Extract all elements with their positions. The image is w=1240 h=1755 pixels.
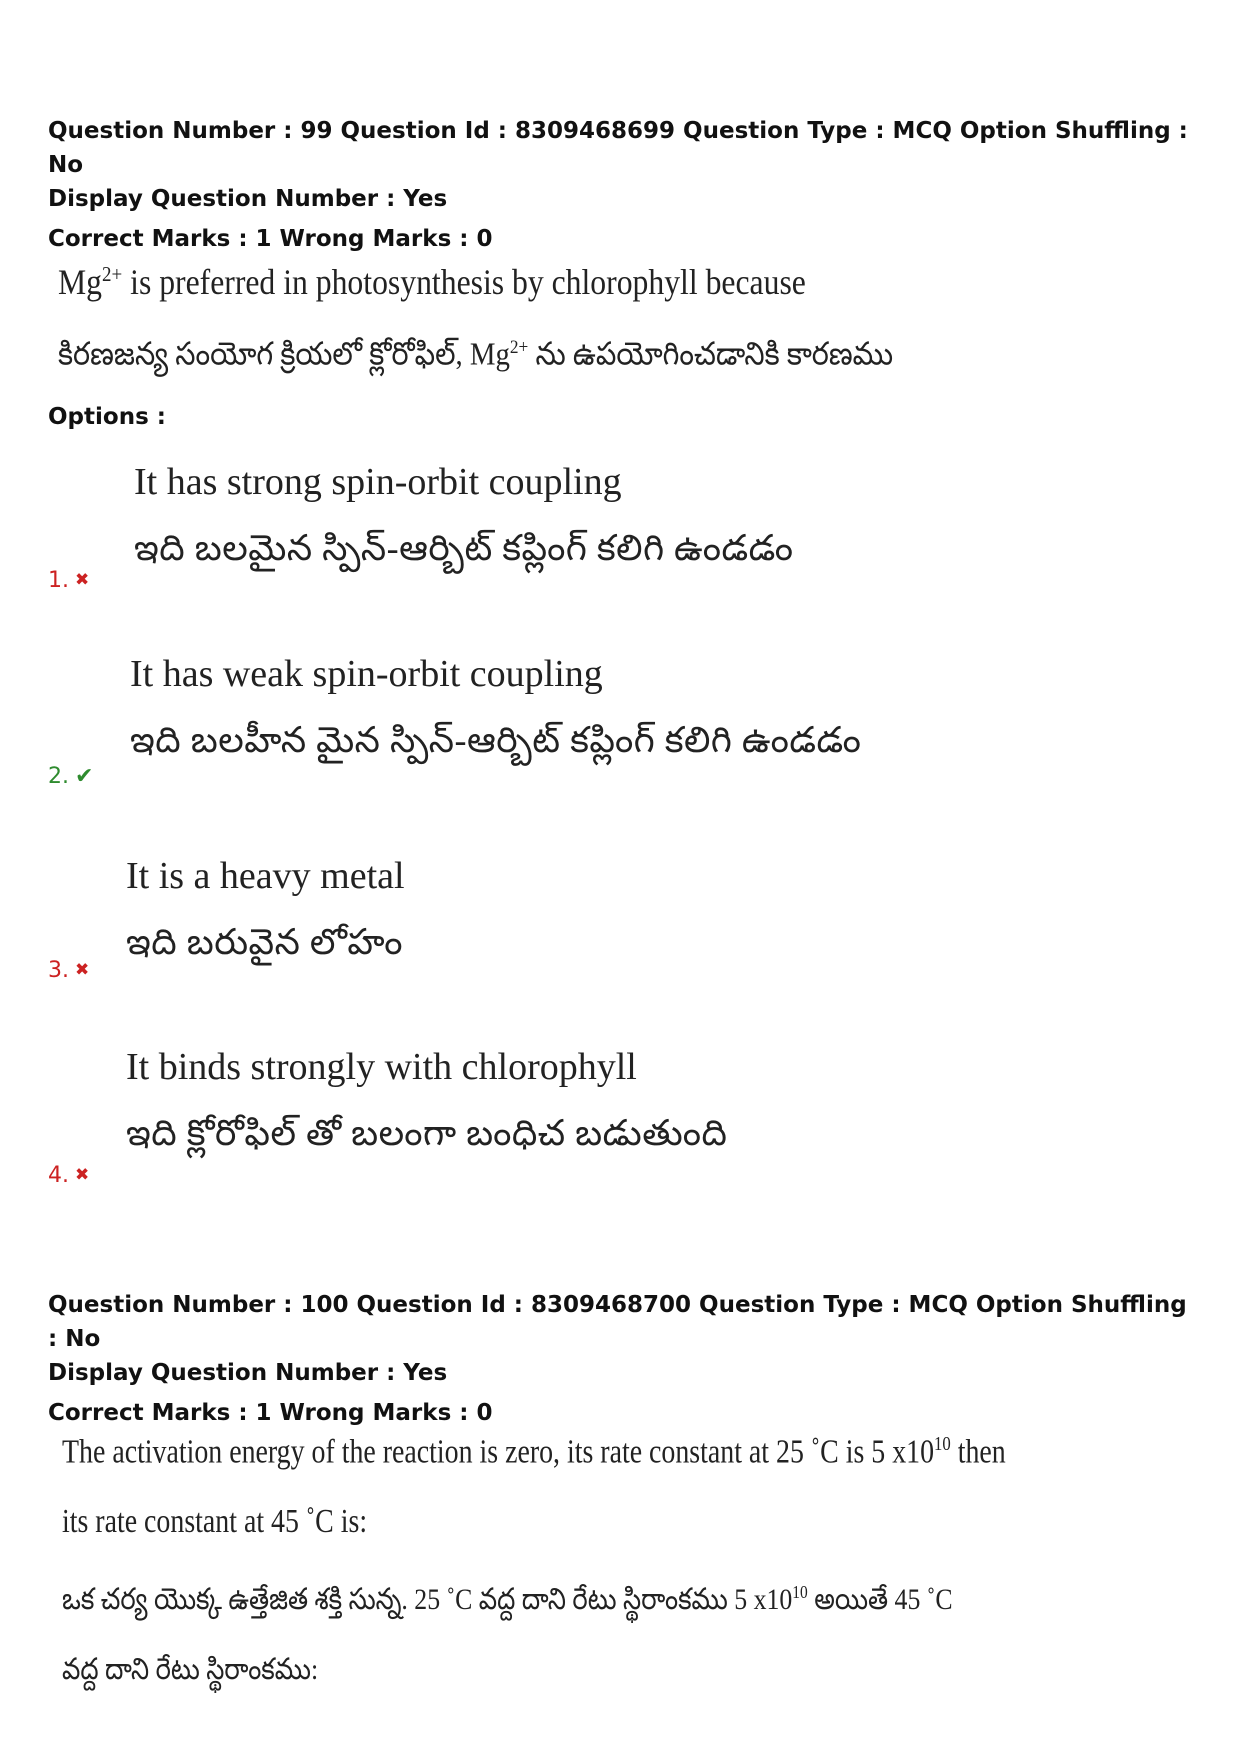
question-99-header bbox=[48, 114, 1198, 256]
option-3-english: It is a heavy metal bbox=[126, 855, 405, 897]
option-1-telugu: ఇది బలమైన స్పిన్-ఆర్బిట్ కప్లింగ్ కలిగి ఉండడం bbox=[134, 528, 794, 568]
question-100-stem-telugu-line1: ఒక చర్య యొక్క ఉత్తేజిత శక్తి సున్న. 25 ˚C వద్ద దాని రేటు స్థిరాంకము 5 $x10^{10}$ అయితే 45 ˚C bbox=[62, 1582, 953, 1617]
cross-icon: ✖ bbox=[75, 570, 90, 590]
question-99-meta-line1: Question Number : 99 Question Id : 8309468699 Question Type : MCQ Option Shuffling : No bbox=[48, 118, 1188, 178]
question-99-marks: Correct Marks : 1 Wrong Marks : 0 bbox=[48, 226, 493, 252]
question-100-stem-english-line2: its rate constant at 45 ˚C is: bbox=[62, 1503, 368, 1541]
option-2-english: It has weak spin-orbit coupling bbox=[130, 653, 603, 695]
option-3-telugu: ఇది బరువైన లోహం bbox=[126, 922, 403, 962]
option-1-english: It has strong spin-orbit coupling bbox=[134, 461, 622, 503]
option-2-telugu: ఇది బలహీన మైన స్పిన్-ఆర్బిట్ కప్లింగ్ కలిగి ఉండడం bbox=[130, 720, 862, 760]
option-3-number: 3. ✖ bbox=[48, 958, 90, 983]
option-2[interactable] bbox=[48, 652, 1148, 792]
option-3-text bbox=[126, 854, 405, 964]
option-4-telugu: ఇది క్లోరోఫిల్ తో బలంగా బంధిచ బడుతుంది bbox=[126, 1113, 728, 1153]
cross-icon: ✖ bbox=[75, 960, 90, 980]
question-99-stem bbox=[58, 252, 1158, 376]
option-1-text bbox=[134, 460, 794, 570]
question-99-meta-line2: Display Question Number : Yes bbox=[48, 186, 448, 212]
question-100-marks: Correct Marks : 1 Wrong Marks : 0 bbox=[48, 1400, 493, 1426]
cross-icon: ✖ bbox=[75, 1165, 90, 1185]
option-2-number: 2. ✔ bbox=[48, 764, 94, 789]
question-100-meta-line2: Display Question Number : Yes bbox=[48, 1360, 448, 1386]
question-99-stem-english: $Mg^{2+}$ is preferred in photosynthesis by chlorophyll because bbox=[58, 262, 806, 302]
option-3[interactable] bbox=[48, 854, 1148, 984]
option-1-number: 1. ✖ bbox=[48, 568, 90, 593]
option-4-number: 4. ✖ bbox=[48, 1163, 90, 1188]
option-4-text bbox=[126, 1045, 727, 1155]
question-100-stem bbox=[62, 1422, 1162, 1692]
question-100-stem-telugu-line2: వద్ద దాని రేటు స్థిరాంకము: bbox=[62, 1653, 319, 1687]
question-100-meta-line1: Question Number : 100 Question Id : 8309468700 Question Type : MCQ Option Shuffling : No bbox=[48, 1292, 1187, 1352]
question-100-stem-english-line1: The activation energy of the reaction is zero, its rate constant at 25 ˚C is 5 $x10^{10}$ then bbox=[62, 1433, 1006, 1471]
options-label: Options : bbox=[48, 404, 166, 430]
check-icon: ✔ bbox=[75, 764, 94, 789]
option-4-english: It binds strongly with chlorophyll bbox=[126, 1046, 637, 1088]
option-4[interactable] bbox=[48, 1045, 1148, 1188]
option-2-text bbox=[130, 652, 861, 762]
question-100-header bbox=[48, 1288, 1198, 1430]
option-1[interactable] bbox=[48, 460, 1148, 593]
question-99-stem-telugu: కిరణజన్య సంయోగ క్రియలో క్లోరోఫిల్, $Mg^{2+}$ ను ఉపయోగించడానికి కారణము bbox=[58, 335, 894, 372]
